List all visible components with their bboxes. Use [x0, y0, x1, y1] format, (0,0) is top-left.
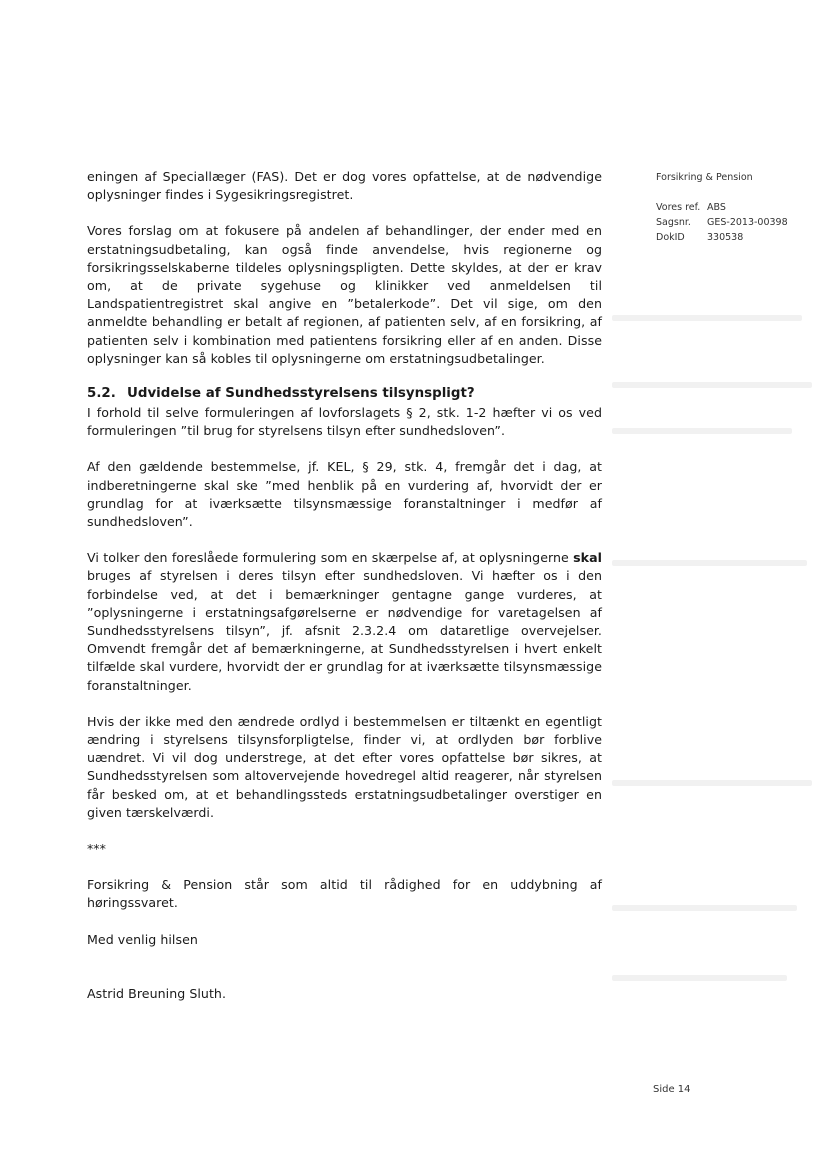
case-number-value: GES-2013-00398 — [707, 217, 788, 228]
bleed-through-mark — [612, 382, 812, 388]
organization-name: Forsikring & Pension — [656, 172, 753, 183]
paragraph-current-rule: Af den gældende bestemmelse, jf. KEL, § 29, stk. 4, fremgår det i dag, at indberetningerne skal ske ”med henblik på en vurdering af, hvorvidt der er grundlag for at iværksætte tilsynsmæssige foranstaltninger i medfør af sundhedsloven”. — [87, 459, 602, 530]
bleed-through-mark — [612, 315, 802, 321]
section-heading — [87, 385, 602, 403]
bleed-through-mark — [612, 905, 797, 911]
sender-info — [656, 172, 816, 245]
document-id-label: DokID — [656, 232, 685, 243]
letter-body — [87, 168, 602, 1003]
bleed-through-mark — [612, 428, 792, 434]
paragraph-intent: Hvis der ikke med den ændrede ordlyd i bestemmelsen er tiltænkt en egentligt ændring i styrelsens tilsynsforpligtelse, finder vi, at ordlyden bør forblive uændret. Vi vil dog understrege, at det efter vores opfattelse bør sikres, at Sundhedsstyrelsen som altovervejende hovedregel altid reagerer, når styrelsen får besked om, at et behandlingssteds erstatningsudbetalinger overstiger en given tærskelværdi. — [87, 713, 602, 820]
section-number: 5.2. — [87, 386, 116, 402]
salutation: Med venlig hilsen — [87, 931, 198, 947]
reference-label: Vores ref. — [656, 202, 701, 213]
reference-row — [656, 200, 816, 215]
document-id-row — [656, 230, 816, 245]
document-id-value: 330538 — [707, 232, 744, 243]
case-number-label: Sagsnr. — [656, 217, 691, 228]
paragraph-closing: Forsikring & Pension står som altid til rådighed for en uddybning af høringssvaret. — [87, 877, 602, 911]
separator-asterisks: *** — [87, 841, 106, 857]
paragraph-interpretation: Vi tolker den foreslåede formulering som en skærpelse af, at oplysningerne skal bruges af styrelsen i deres tilsyn efter sundhedsloven. Vi hæfter os i den forbindelse ved, at det i bemærkninger gentagne gange vurderes, at ”oplysningerne i erstatningsafgørelserne er nødvendige for varetagelsen af Sundhedsstyrelsens tilsyn”, jf. afsnit 2.3.2.4 om dataretlige overvejelser. Omvendt fremgår det af bemærkningerne, at Sundhedsstyrelsen i hvert enkelt tilfælde skal vurdere, hvorvidt der er grundlag for at iværksætte tilsynsmæssige foranstaltninger. — [87, 550, 602, 693]
bleed-through-mark — [612, 560, 807, 566]
signature-name: Astrid Breuning Sluth. — [87, 985, 227, 1001]
paragraph-proposal: Vores forslag om at fokusere på andelen af behandlinger, der ender med en erstatningsudbetaling, kan også finde anvendelse, hvis regionerne og forsikringsselskaberne tildeles oplysningspligten. Dette skyldes, at der er krav om, at de private sygehuse og klinikker ved anmeldelsen til Landspatientregistret skal angive en ”betalerkode”. Det vil sige, om den anmeldte behandling er betalt af regionen, af patienten selv, af en forsikring, af patienten selv i kombination med patientens forsikring eller af en anden. Disse oplysninger kan så kobles til oplysningerne om erstatningsudbetalinger. — [87, 223, 602, 366]
paragraph-continuation: eningen af Speciallæger (FAS). Det er dog vores opfattelse, at de nødvendige oplysninger findes i Sygesikringsregistret. — [87, 169, 602, 203]
section-title: Udvidelse af Sundhedsstyrelsens tilsynspligt? — [127, 386, 475, 402]
bleed-through-mark — [612, 780, 812, 786]
paragraph-formulation: I forhold til selve formuleringen af lovforslagets § 2, stk. 1-2 hæfter vi os ved formuleringen ”til brug for styrelsens tilsyn efter sundhedsloven”. — [87, 405, 602, 439]
bleed-through-mark — [612, 975, 787, 981]
case-number-row — [656, 215, 816, 230]
page-number: Side 14 — [653, 1084, 691, 1095]
reference-value: ABS — [707, 202, 726, 213]
emphasis-word: skal — [573, 550, 602, 566]
